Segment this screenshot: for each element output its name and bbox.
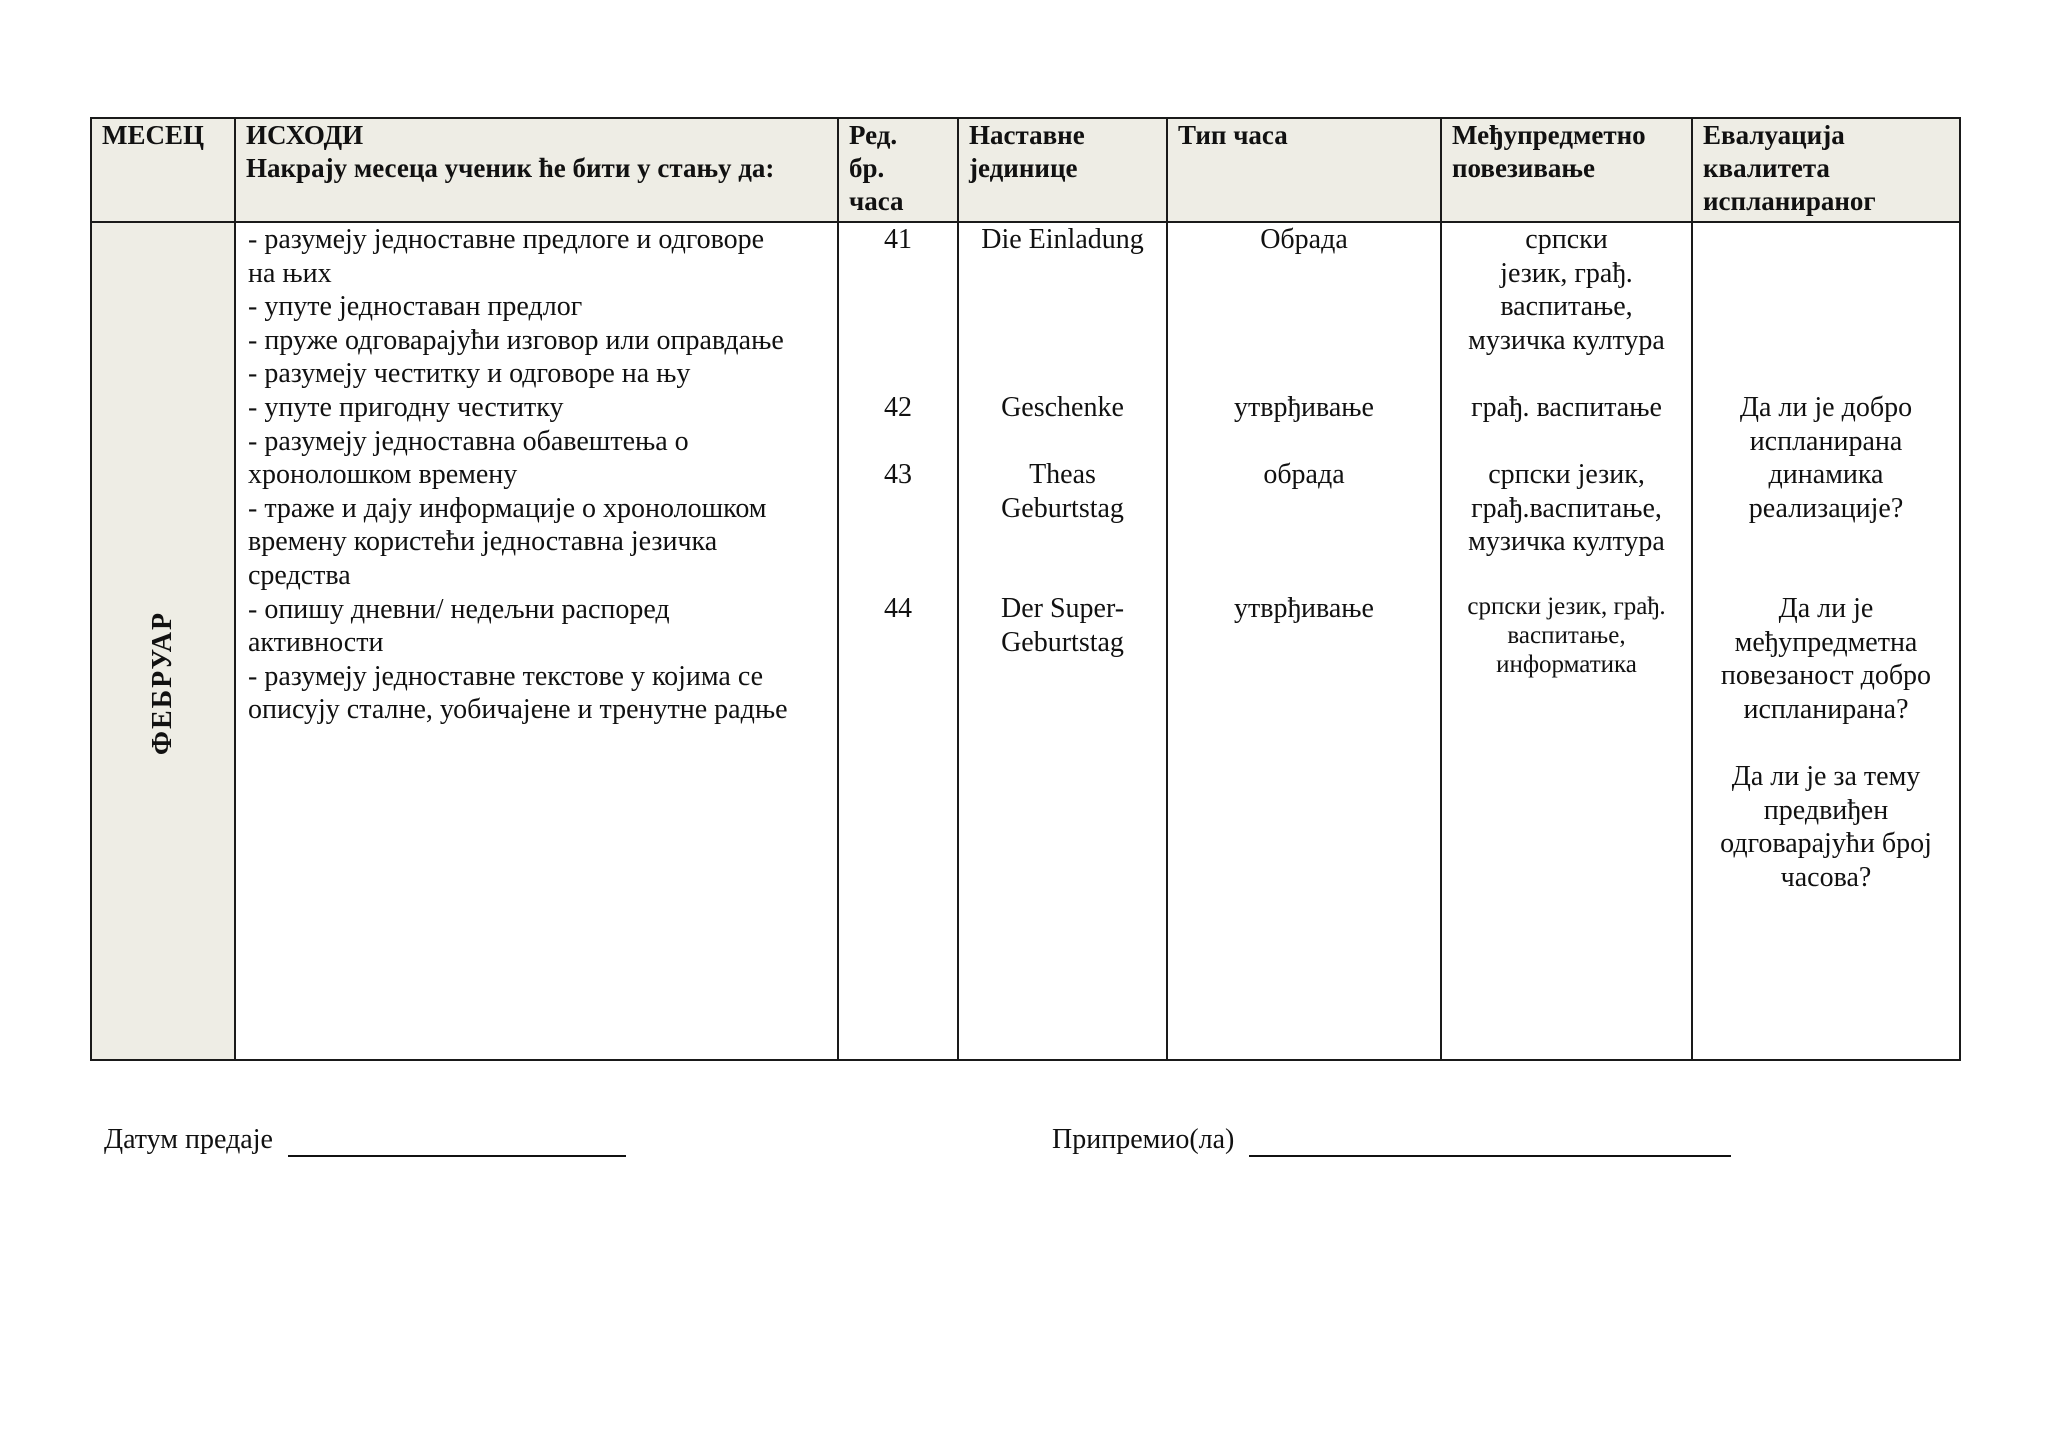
header-outcomes-subtitle: Накрају месеца ученик ће бити у стању да:	[246, 153, 775, 183]
cross-curricular	[1442, 391, 1691, 425]
evaluation-line: реализације?	[1748, 492, 1904, 524]
evaluation-cell	[1692, 222, 1960, 1060]
date-signature-line[interactable]	[288, 1155, 626, 1157]
cross-line: музичка култура	[1468, 526, 1665, 558]
cross-curricular	[1442, 458, 1691, 559]
evaluation-line: предвиђен	[1763, 794, 1889, 826]
header-lesson-type	[1167, 118, 1441, 222]
lesson-unit	[959, 391, 1166, 425]
evaluation-line: Да ли је за тему	[1731, 761, 1921, 792]
header-units-line: Наставне	[969, 120, 1085, 150]
header-evaluation-line: квалитета	[1703, 153, 1830, 183]
cross-line: српски језик, грађ.	[1467, 593, 1666, 620]
outcome-line: - разумеју једноставне текстове у којима се	[248, 660, 764, 692]
header-outcomes	[235, 118, 838, 222]
cross-line: васпитање,	[1507, 622, 1626, 649]
lesson-unit	[959, 458, 1166, 525]
header-outcomes-title: ИСХОДИ	[246, 120, 364, 150]
cross-line: музичка култура	[1468, 324, 1665, 356]
header-units-line: јединице	[969, 153, 1078, 183]
outcomes-cell	[235, 222, 838, 1060]
evaluation-question	[1693, 760, 1959, 894]
header-lesson-type-label: Тип часа	[1178, 120, 1288, 150]
prepared-by-signature-line[interactable]	[1249, 1155, 1731, 1157]
evaluation-line: испланирана	[1749, 425, 1903, 457]
lesson-unit-line: Geburtstag	[1001, 626, 1124, 658]
evaluation-line: Да ли је добро	[1739, 392, 1913, 423]
outcome-line: - упуте пригодну честитку	[248, 391, 564, 423]
outcome-line: - пруже одговарајући изговор или оправдање	[248, 324, 784, 356]
header-evaluation	[1692, 118, 1960, 222]
outcome-line: - разумеју једноставна обавештења о	[248, 425, 689, 457]
header-month	[91, 118, 235, 222]
outcome-line: - разумеју честитку и одговоре на њу	[248, 358, 691, 390]
evaluation-line: испланирана?	[1743, 693, 1909, 725]
cross-line: српски	[1525, 224, 1608, 255]
outcome-line: - траже и дају информације о хронолошком	[248, 492, 767, 524]
header-evaluation-line: Евалуација	[1703, 120, 1845, 150]
header-evaluation-line: испланираног	[1703, 186, 1876, 216]
outcome-line: средства	[248, 559, 351, 591]
lesson-number: 41	[884, 224, 912, 255]
evaluation-line: повезаност добро	[1720, 660, 1932, 692]
lesson-unit	[959, 592, 1166, 659]
evaluation-line: међупредметна	[1734, 626, 1918, 658]
outcome-line: активности	[248, 627, 384, 659]
outcome-line: описују сталне, уобичајене и тренутне радње	[248, 694, 788, 726]
header-lesson-number	[838, 118, 958, 222]
cross-curricular-cell	[1441, 222, 1692, 1060]
outcome-line: - опишу дневни/ недељни распоред	[248, 593, 670, 625]
evaluation-question	[1693, 592, 1959, 726]
cross-line: информатика	[1496, 651, 1637, 678]
evaluation-line: динамика	[1768, 459, 1884, 491]
header-units	[958, 118, 1167, 222]
lesson-number-cell	[838, 222, 958, 1060]
prepared-by-label: Припремио(ла)	[1052, 1124, 1235, 1155]
lesson-unit-line: Geburtstag	[1001, 492, 1124, 524]
month-label: ФЕБРУАР	[147, 610, 179, 755]
month-cell	[91, 222, 235, 1060]
header-lesson-number-line: часа	[849, 186, 904, 216]
lesson-unit-line: Geschenke	[1001, 392, 1124, 423]
lesson-type-cell	[1167, 222, 1441, 1060]
evaluation-line: Да ли је	[1778, 593, 1874, 624]
lesson-type: Обрада	[1260, 224, 1348, 255]
lesson-number: 42	[884, 392, 912, 423]
lesson-unit	[959, 223, 1166, 257]
lesson-unit-line: Der Super-	[1000, 593, 1125, 624]
outcome-line: - упуте једноставан предлог	[248, 291, 583, 323]
outcome-line: хронолошком времену	[248, 459, 518, 491]
table-row	[91, 222, 1960, 1060]
lesson-number: 43	[884, 459, 912, 490]
lesson-unit-line: Theas	[1029, 459, 1096, 490]
header-month-label: МЕСЕЦ	[102, 120, 205, 150]
cross-line: језик, грађ.	[1500, 257, 1633, 289]
lesson-number: 44	[884, 593, 912, 624]
lesson-plan-table	[90, 117, 1961, 1061]
header-lesson-number-line: Ред.	[849, 120, 898, 150]
header-cross-line: Међупредметно	[1452, 120, 1646, 150]
evaluation-line: часова?	[1780, 861, 1872, 893]
cross-line: грађ. васпитање	[1471, 392, 1662, 423]
lesson-type: утврђивање	[1234, 593, 1374, 624]
cross-line: српски језик,	[1488, 459, 1645, 490]
cross-curricular	[1442, 223, 1691, 357]
evaluation-line: одговарајући број	[1720, 828, 1932, 860]
cross-line: грађ.васпитање,	[1471, 492, 1662, 524]
units-cell	[958, 222, 1167, 1060]
outcomes-list	[248, 223, 825, 727]
header-lesson-number-line: бр.	[849, 153, 885, 183]
outcome-line: времену користећи једноставна језичка	[248, 526, 718, 558]
lesson-type: обрада	[1263, 459, 1345, 490]
outcome-line: на њих	[248, 257, 332, 289]
date-label: Датум предаје	[104, 1124, 273, 1155]
header-cross-line: повезивање	[1452, 153, 1595, 183]
header-cross-curricular	[1441, 118, 1692, 222]
lesson-type: утврђивање	[1234, 392, 1374, 423]
lesson-unit-line: Die Einladung	[981, 224, 1144, 255]
outcome-line: - разумеју једноставне предлоге и одговоре	[248, 224, 765, 255]
cross-curricular	[1442, 592, 1691, 679]
header-row	[91, 118, 1960, 222]
cross-line: васпитање,	[1500, 291, 1633, 323]
evaluation-question	[1693, 391, 1959, 525]
